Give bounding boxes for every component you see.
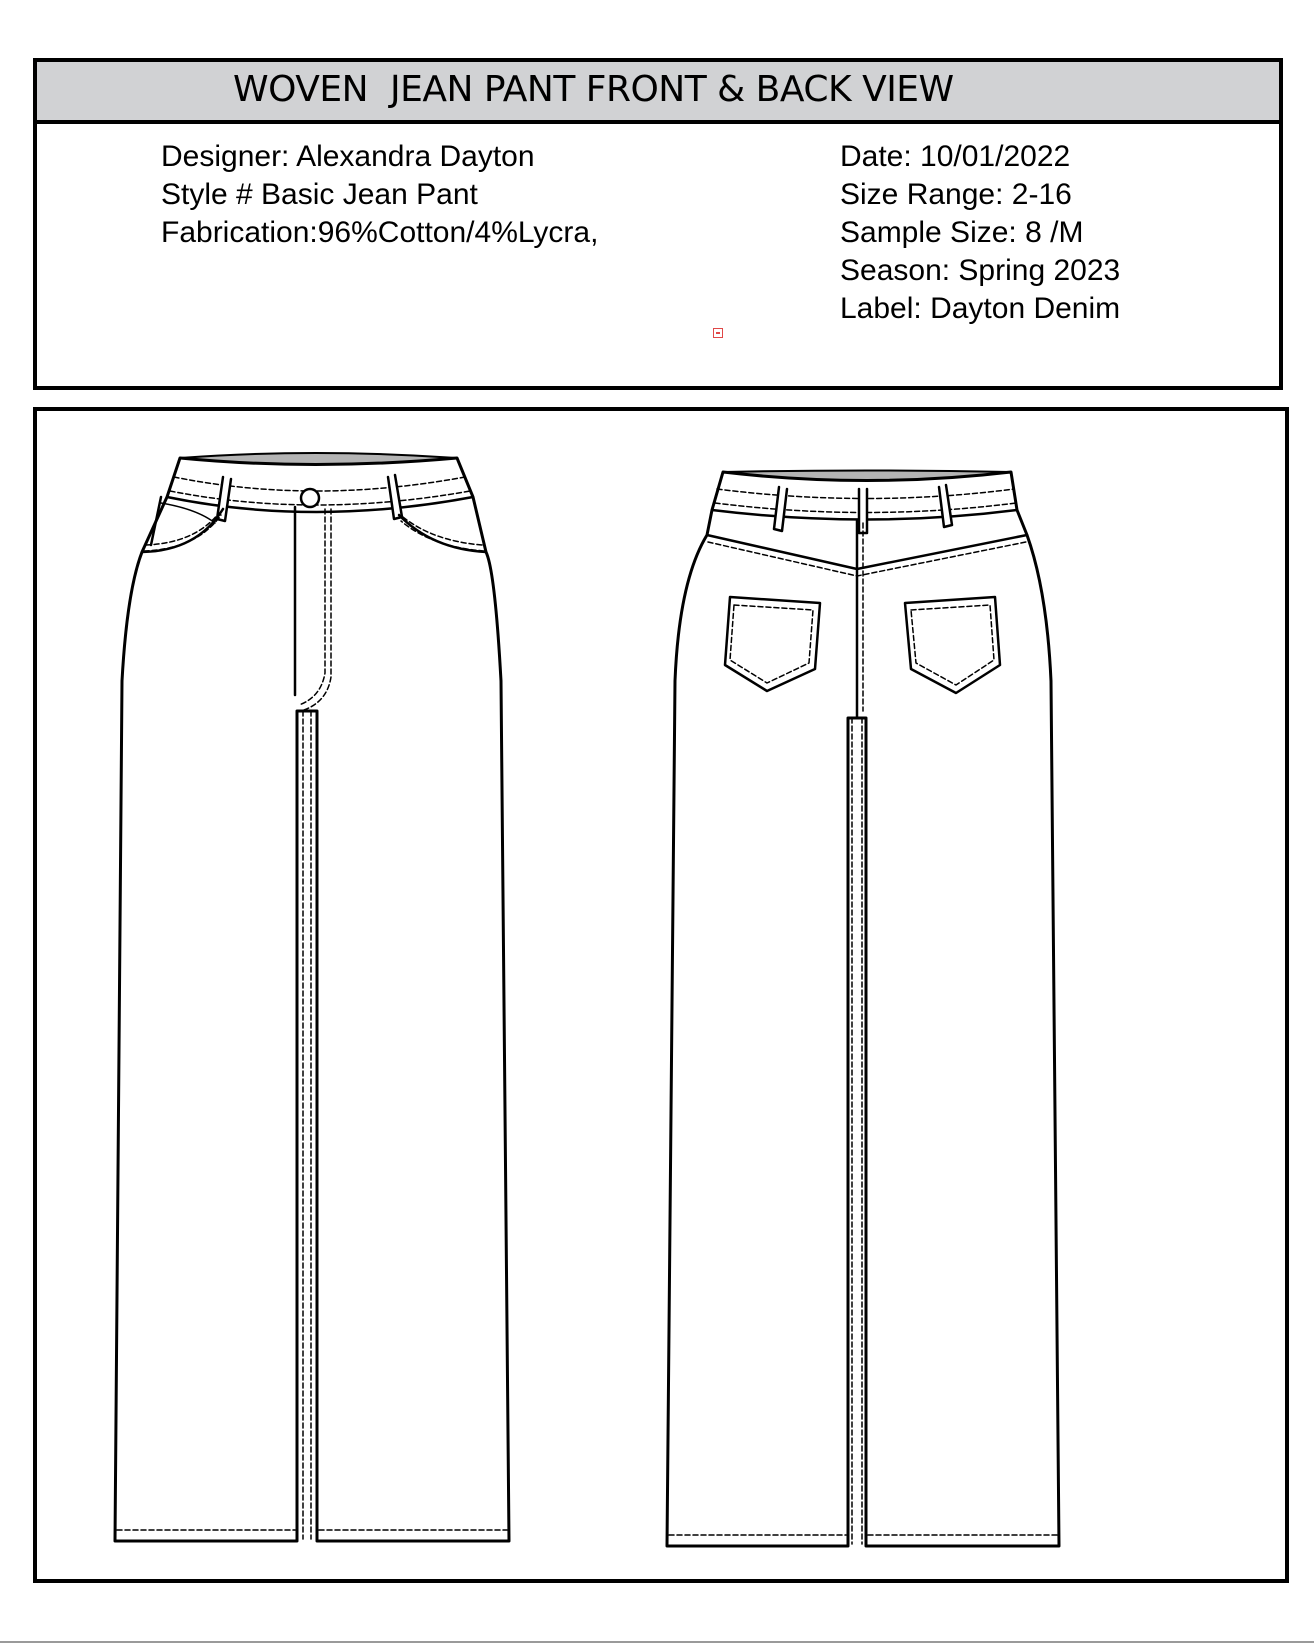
date-line: Date: 10/01/2022	[840, 140, 1071, 173]
page-bottom-rule	[0, 1641, 1314, 1643]
front-view-drawing	[115, 453, 509, 1541]
page-title: WOVEN JEAN PANT FRONT & BACK VIEW	[233, 69, 954, 110]
back-view-drawing	[667, 471, 1059, 1547]
anchor-marker-icon	[713, 328, 723, 338]
title-bar	[37, 62, 1279, 124]
fabrication-line: Fabrication:96%Cotton/4%Lycra,	[161, 216, 599, 249]
technical-flats	[37, 411, 1285, 1579]
season-line: Season: Spring 2023	[840, 254, 1121, 287]
sketch-area	[33, 407, 1289, 1583]
style-line: Style # Basic Jean Pant	[161, 178, 478, 211]
spec-header	[33, 58, 1283, 390]
label-line: Label: Dayton Denim	[840, 292, 1121, 325]
spec-info-left	[161, 138, 598, 252]
front-button	[301, 489, 319, 507]
sample-size-line: Sample Size: 8 /M	[840, 216, 1084, 249]
size-range-line: Size Range: 2-16	[840, 178, 1072, 211]
designer-line: Designer: Alexandra Dayton	[161, 140, 535, 173]
back-pant-outline	[667, 472, 1059, 1546]
front-pant-outline	[115, 458, 509, 1541]
spec-info-right	[840, 138, 1120, 328]
